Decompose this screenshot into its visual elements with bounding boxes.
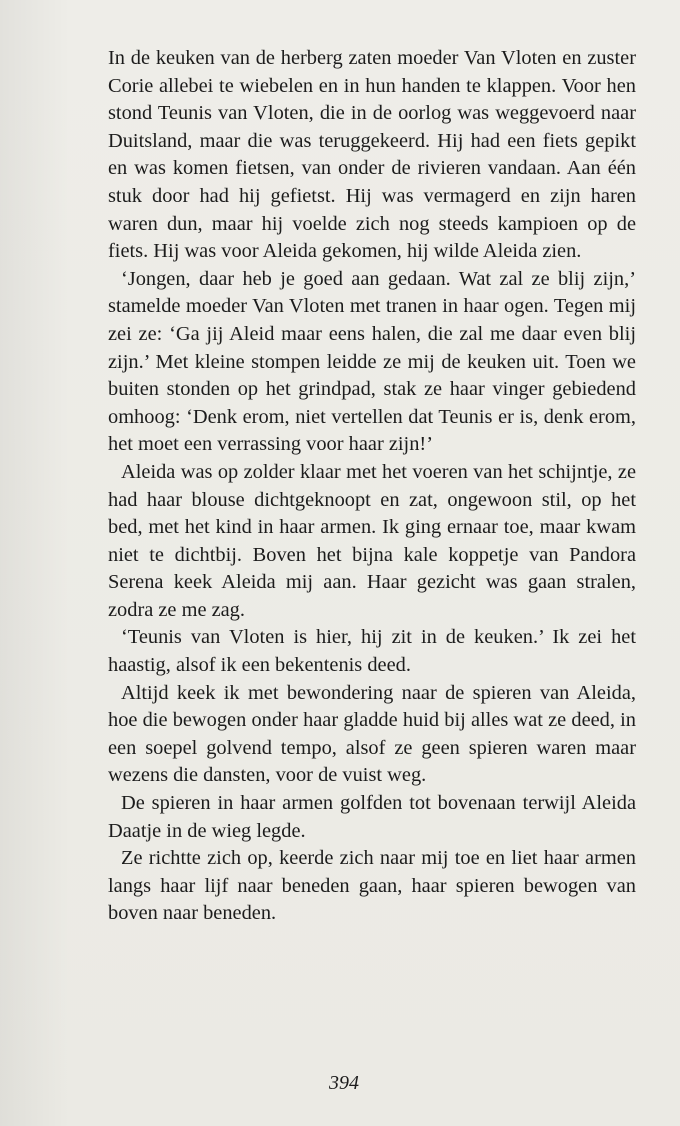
page-number: 394 xyxy=(329,1072,359,1094)
paragraph-2: ‘Jongen, daar heb je goed aan gedaan. Wat zal ze blij zijn,’ stamelde moeder Van Vloten met tranen in haar ogen. Tegen mij zei ze: ‘Ga jij Aleid maar eens halen, die zal me daar even blij zijn.’ Met kleine stompen leidde ze mij de keuken uit. Toen we buiten stonden op het grindpad, stak ze haar vinger gebiedend omhoog: ‘Denk erom, niet vertellen dat Teunis er is, denk erom, het moet een verrassing voor haar zijn!’ xyxy=(108,267,636,456)
paragraph-1: In de keuken van de herberg zaten moeder Van Vloten en zuster Corie allebei te wiebelen en in hun handen te klappen. Voor hen stond Teunis van Vloten, die in de oorlog was weggevoerd naar Duitsland, maar die was teruggekeerd. Hij had een fiets gepikt en was komen fietsen, van onder de rivieren vandaan. Aan één stuk door had hij gefietst. Hij was vermagerd en zijn haren waren dun, maar hij voelde zich nog steeds kampioen op de fiets. Hij was voor Aleida gekomen, hij wilde Aleida zien. xyxy=(108,47,636,263)
paragraph-6: De spieren in haar armen golfden tot bovenaan terwijl Aleida Daatje in de wieg legde. xyxy=(108,792,636,842)
body-text xyxy=(108,45,636,928)
paragraph-3: Aleida was op zolder klaar met het voeren van het schijntje, ze had haar blouse dichtgeknoopt en zat, ongewoon stil, op het bed, met het kind in haar armen. Ik ging ernaar toe, maar kwam niet te dichtbij. Boven het bijna kale koppetje van Pandora Serena keek Aleida mij aan. Haar gezicht was gaan stralen, zodra ze me zag. xyxy=(108,460,636,621)
paragraph-4: ‘Teunis van Vloten is hier, hij zit in de keuken.’ Ik zei het haastig, alsof ik een bekentenis deed. xyxy=(108,626,636,677)
paragraph-5: Altijd keek ik met bewondering naar de spieren van Aleida, hoe die bewogen onder haar gladde huid bij alles wat ze deed, in een soepel golvend tempo, alsof ze geen spieren waren maar wezens die dansten, voor de vuist weg. xyxy=(108,681,636,787)
paragraph-7: Ze richtte zich op, keerde zich naar mij toe en liet haar armen langs haar lijf naar beneden gaan, haar spieren bewogen van boven naar beneden. xyxy=(108,847,636,925)
